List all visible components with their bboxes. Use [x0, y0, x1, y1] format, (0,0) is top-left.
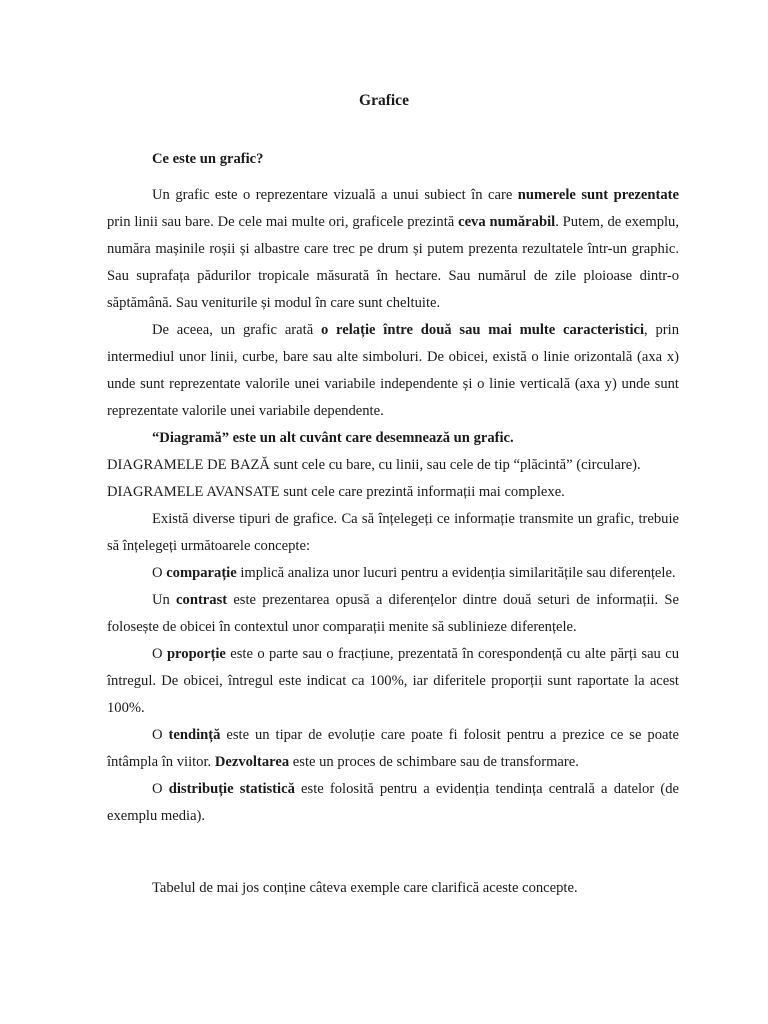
- paragraph-distribution: [107, 776, 679, 830]
- paragraph-relation: [107, 317, 679, 425]
- bold-text: distribuție statistică: [168, 781, 295, 797]
- text: implică analiza unor lucuri pentru a evidenția similaritățile sau diferențele.: [240, 565, 676, 581]
- text: De aceea, un grafic arată: [152, 322, 314, 338]
- paragraph-trend: [107, 722, 679, 776]
- text: este un proces de schimbare sau de transformare.: [292, 754, 579, 770]
- bold-text: “Diagramă” este un alt cuvânt care desemnează un grafic.: [152, 430, 514, 446]
- paragraph-contrast: [107, 587, 679, 641]
- paragraph-diagram-definition: [107, 425, 679, 452]
- text: O: [152, 565, 163, 581]
- text: Un: [152, 592, 170, 608]
- text: este prezentarea opusă a diferențelor dintre două seturi de informații. Se folosește de obicei în contextul unor comparații menite să sublinieze diferențele.: [107, 592, 679, 635]
- paragraph-advanced-diagrams: DIAGRAMELE AVANSATE sunt cele care prezintă informații mai complexe.: [107, 484, 565, 500]
- paragraph-proportion: [107, 641, 679, 722]
- text: este un tipar de evoluție care poate fi folosit pentru a prezice ce se poate întâmpla în viitor.: [107, 727, 680, 770]
- text: O: [152, 646, 163, 662]
- bold-text: comparație: [166, 565, 237, 581]
- bold-text: contrast: [176, 592, 228, 608]
- bold-text: Dezvoltarea: [214, 754, 290, 770]
- bold-text: tendință: [168, 727, 221, 743]
- text: O: [152, 727, 163, 743]
- text: , prin intermediul unor linii, curbe, bare sau alte simboluri. De obicei, există o linie orizontală (axa x) unde sunt reprezentate valorile unei variabile independente și o linie verticală (axa y) unde sunt reprezentate valorile unei variabile dependente.: [107, 322, 679, 419]
- text: prin linii sau bare. De cele mai multe ori, graficele prezintă: [107, 214, 455, 230]
- page-title: Grafice: [359, 92, 409, 109]
- paragraph-table-intro: Tabelul de mai jos conține câteva exemple care clarifică aceste concepte.: [152, 880, 578, 896]
- document-body: [107, 146, 679, 902]
- paragraph-definition: [107, 182, 679, 317]
- paragraph-basic-diagrams: DIAGRAMELE DE BAZĂ sunt cele cu bare, cu linii, sau cele de tip “plăcintă” (circulare).: [107, 457, 641, 473]
- paragraph-types: Există diverse tipuri de grafice. Ca să înțelegeți ce informație transmite un grafic, trebuie să înțelegeți următoarele concepte:: [107, 511, 679, 554]
- bold-text: ceva numărabil: [458, 214, 556, 230]
- bold-text: numerele sunt prezentate: [517, 187, 679, 203]
- text: . Putem, de exemplu, număra mașinile roșii și albastre care trec pe drum și putem prezenta rezultatele într-un graphic. Sau suprafața pădurilor tropicale măsurată în hectare. Sau numărul de zile ploioase dintr-o săptămână. Sau veniturile și modul în care sunt cheltuite.: [107, 214, 680, 311]
- section-heading: Ce este un grafic?: [152, 151, 264, 167]
- bold-text: o relație între două sau mai multe caracteristici: [320, 322, 645, 338]
- text: Un grafic este o reprezentare vizuală a unui subiect în care: [152, 187, 513, 203]
- bold-text: proporție: [166, 646, 226, 662]
- text: este folosită pentru a evidenția tendința centrală a datelor (de exemplu media).: [107, 781, 680, 824]
- text: O: [152, 781, 163, 797]
- paragraph-comparison: [107, 560, 679, 587]
- text: este o parte sau o fracțiune, prezentată în corespondență cu alte părți sau cu întregul. De obicei, întregul este indicat ca 100%, iar diferitele proporții sunt raportate la acest 100%.: [107, 646, 680, 716]
